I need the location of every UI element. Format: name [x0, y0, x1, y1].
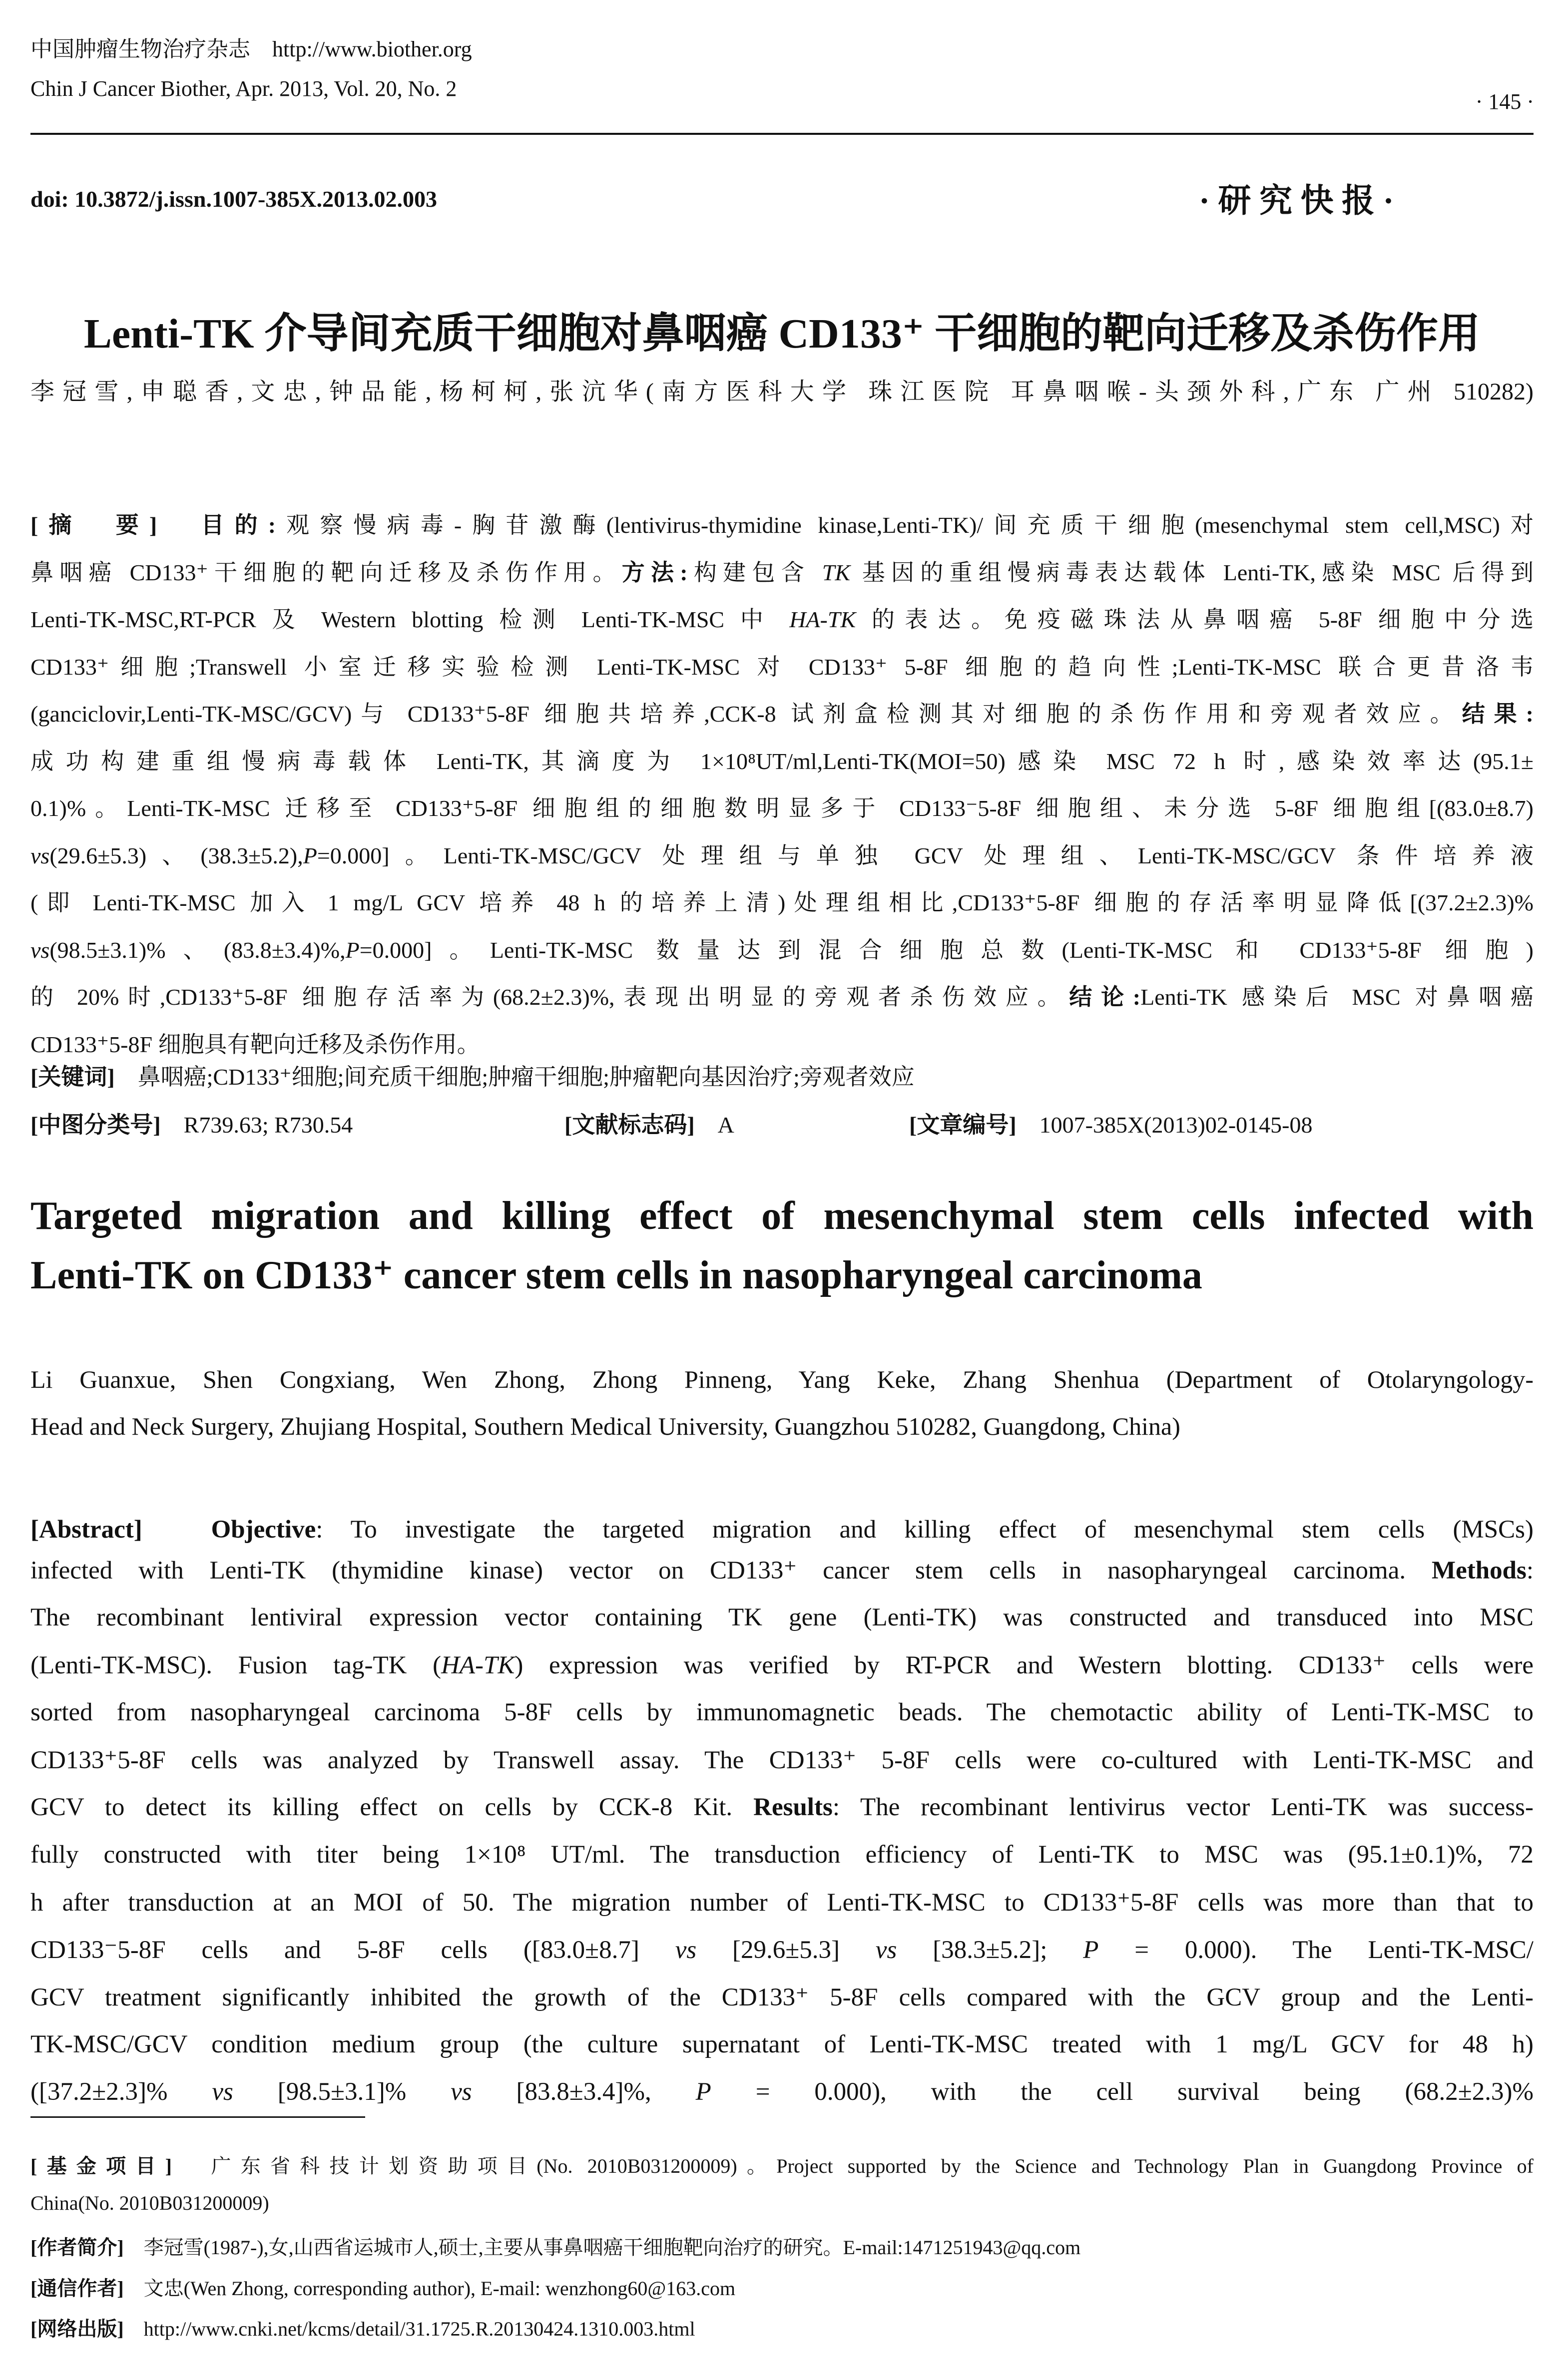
text-segment: GCV treatment significantly inhibited the growth of the CD133⁺ 5-8F cells compared with the GCV group and the Lenti- — [30, 1983, 1534, 2011]
text-segment: : The recombinant lentivirus vector Lenti-TK was success- — [832, 1793, 1534, 1821]
abstract-en-line — [30, 2077, 1534, 2106]
article-number-value: 1007-385X(2013)02-0145-08 — [1039, 1112, 1313, 1138]
text-segment: vs — [675, 1936, 697, 1964]
text-segment: Head and Neck Surgery, Zhujiang Hospital, Southern Medical University, Guangzhou 510282, Guangdong, China) — [30, 1412, 1180, 1440]
text-segment: 鼻咽癌 CD133⁺干细胞的靶向迁移及杀伤作用。 — [30, 559, 622, 585]
text-segment: CD133⁺细胞;Transwell 小室迁移实验检测 Lenti-TK-MSC 对 CD133⁺ 5-8F 细胞的趋向性;Lenti-TK-MSC 联合更昔洛韦 — [30, 654, 1534, 680]
abstract-en-line — [30, 1935, 1534, 1965]
text-segment: = 0.000), with the cell survival being (68.2±2.3)% — [711, 2078, 1534, 2106]
text-segment: vs — [212, 2078, 233, 2106]
abstract-en-line — [30, 1556, 1534, 1585]
keywords-label: [关键词] — [30, 1064, 115, 1090]
text-segment: (即 Lenti-TK-MSC 加入 1 mg/L GCV 培养 48 h 的培养上清)处理组相比,CD133⁺5-8F 细胞的存活率明显降低[(37.2±2.3)% — [30, 890, 1534, 915]
footnotes-line — [30, 2150, 1534, 2179]
text-segment: =0.000]。Lenti-TK-MSC/GCV 处理组与单独 GCV 处理组、Lenti-TK-MSC/GCV 条件培养液 — [317, 842, 1534, 868]
text-segment: Li Guanxue, Shen Congxiang, Wen Zhong, Zhong Pinneng, Yang Keke, Zhang Shenhua (Department of Otolaryngology- — [30, 1365, 1534, 1393]
text-segment: =0.000]。Lenti-TK-MSC 数量达到混合细胞总数(Lenti-TK-MSC 和 CD133⁺5-8F 细胞) — [359, 937, 1534, 963]
text-segment: 基因的重组慢病毒表达载体 Lenti-TK,感染 MSC 后得到 — [850, 559, 1534, 585]
section-label: [摘 要] — [30, 512, 201, 538]
text-segment: = 0.000). The Lenti-TK-MSC/ — [1098, 1936, 1534, 1964]
text-segment: 观察慢病毒-胸苷激酶(lentivirus-thymidine kinase,Lenti-TK)/间充质干细胞(mesenchymal stem cell,MSC)对 — [276, 512, 1534, 538]
abstract-cn-line — [30, 649, 1534, 682]
text-segment: [98.5±3.1]% — [233, 2078, 451, 2106]
clc-label: [中图分类号] — [30, 1112, 161, 1138]
text-segment: vs — [875, 1936, 897, 1964]
text-segment: China(No. 2010B031200009) — [30, 2191, 269, 2214]
section-label: 方法: — [621, 559, 688, 585]
abstract-cn-line — [30, 837, 1534, 870]
abstract-en-line — [30, 1888, 1534, 1917]
text-segment: 的 20%时,CD133⁺5-8F 细胞存活率为(68.2±2.3)%,表现出明显的旁观者杀伤效应。 — [30, 984, 1069, 1010]
footnotes-line — [30, 2273, 1534, 2301]
footnotes-line — [30, 2313, 1534, 2342]
abstract-cn-line — [30, 1026, 1534, 1059]
doc-code-value: A — [717, 1112, 734, 1138]
title-en-line-1: Targeted migration and killing effect of mesenchymal stem cells infected with — [30, 1194, 1534, 1238]
document-code — [564, 1107, 734, 1140]
text-segment: P — [303, 842, 317, 868]
abstract-en-line — [30, 1603, 1534, 1632]
abstract-en-line — [30, 1745, 1534, 1775]
article-number — [909, 1107, 1312, 1140]
text-segment: sorted from nasopharyngeal carcinoma 5-8F cells by immunomagnetic beads. The chemotactic ability of Lenti-TK-MSC to — [30, 1698, 1534, 1726]
authors-en-line — [30, 1412, 1534, 1441]
text-segment: P — [1083, 1936, 1099, 1964]
abstract-cn-line — [30, 507, 1534, 540]
text-segment: (98.5±3.1)%、(83.8±3.4)%, — [49, 937, 346, 963]
doi: doi: 10.3872/j.issn.1007-385X.2013.02.003 — [30, 186, 437, 212]
text-segment: P — [695, 2078, 711, 2106]
text-segment: h after transduction at an MOI of 50. The migration number of Lenti-TK-MSC to CD133⁺5-8F cells was more than that to — [30, 1889, 1534, 1917]
text-segment: 李冠雪(1987-),女,山西省运城市人,硕士,主要从事鼻咽癌干细胞靶向治疗的研究。E-mail:1471251943@qq.com — [143, 2236, 1081, 2259]
text-segment: CD133⁻5-8F cells and 5-8F cells ([83.0±8.7] — [30, 1936, 675, 1964]
text-segment: ([37.2±2.3]% — [30, 2078, 212, 2106]
abstract-cn-line — [30, 601, 1534, 634]
abstract-cn-line — [30, 932, 1534, 965]
text-segment: TK-MSC/GCV condition medium group (the culture supernatant of Lenti-TK-MSC treated with 1 mg/L GCV for 48 h) — [30, 2030, 1534, 2058]
authors-cn: 李冠雪,申聪香,文忠,钟品能,杨柯柯,张沆华(南方医科大学 珠江医院 耳鼻咽喉-头颈外科,广东 广州 510282) — [30, 379, 1534, 405]
footnotes-line — [30, 2232, 1534, 2260]
abstract-en-line — [30, 1508, 1534, 1545]
text-segment: ) expression was verified by RT-PCR and Western blotting. CD133⁺ cells were — [515, 1651, 1534, 1679]
clc-number — [30, 1107, 353, 1140]
text-segment: http://www.cnki.net/kcms/detail/31.1725.R.20130424.1310.003.html — [143, 2318, 695, 2340]
text-segment: [29.6±5.3] — [696, 1936, 876, 1964]
section-label: Results — [753, 1793, 833, 1821]
section-label: [Abstract] — [30, 1516, 142, 1544]
keywords — [30, 1059, 915, 1092]
abstract-cn-line — [30, 696, 1534, 729]
text-segment: (ganciclovir,Lenti-TK-MSC/GCV)与 CD133⁺5-8F 细胞共培养,CCK-8 试剂盒检测其对细胞的杀伤作用和旁观者效应。 — [30, 701, 1462, 727]
footnotes-line — [30, 2191, 1534, 2215]
abstract-en-line — [30, 1793, 1534, 1822]
abstract-cn-line — [30, 979, 1534, 1012]
abstract-cn-line — [30, 743, 1534, 776]
text-segment: P — [345, 937, 360, 963]
text-segment: [38.3±5.2]; — [897, 1936, 1083, 1964]
column-label: · 研 究 快 报 · — [1199, 183, 1394, 219]
section-label: [网络出版] — [30, 2318, 144, 2340]
abstract-en-line — [30, 1840, 1534, 1869]
header-rule — [30, 133, 1534, 135]
text-segment: HA-TK — [441, 1651, 515, 1679]
text-segment: TK — [822, 559, 850, 585]
section-label: Methods — [1431, 1557, 1527, 1585]
text-segment: vs — [30, 842, 50, 868]
text-segment: 成功构建重组慢病毒载体 Lenti-TK,其滴度为 1×10⁸UT/ml,Lenti-TK(MOI=50)感染 MSC 72 h 时,感染效率达(95.1± — [30, 748, 1534, 774]
section-label: 目的: — [201, 512, 276, 538]
authors-en-line — [30, 1365, 1534, 1394]
text-segment: vs — [451, 2078, 472, 2106]
abstract-cn-line — [30, 554, 1534, 587]
abstract-en-line — [30, 2030, 1534, 2059]
section-label: Objective — [211, 1516, 316, 1544]
title-cn: Lenti-TK 介导间充质干细胞对鼻咽癌 CD133⁺ 干细胞的靶向迁移及杀伤作用 — [83, 311, 1481, 357]
text-segment: GCV to detect its killing effect on cells by CCK-8 Kit. — [30, 1793, 754, 1821]
text-segment: 文忠(Wen Zhong, corresponding author), E-mail: wenzhong60@163.com — [143, 2277, 736, 2300]
text-segment: infected with Lenti-TK (thymidine kinase) vector on CD133⁺ cancer stem cells in nasopharyngeal carcinoma. — [30, 1557, 1432, 1585]
text-segment: CD133⁺5-8F 细胞具有靶向迁移及杀伤作用。 — [30, 1031, 480, 1057]
text-segment — [142, 1516, 211, 1544]
abstract-cn-line — [30, 884, 1534, 917]
clc-value: R739.63; R730.54 — [183, 1112, 353, 1138]
section-label: [作者简介] — [30, 2236, 144, 2259]
section-label: [基金项目] — [30, 2155, 211, 2177]
journal-citation-en: Chin J Cancer Biother, Apr. 2013, Vol. 20, No. 2 — [30, 76, 457, 101]
text-segment: Lenti-TK 感染后 MSC 对鼻咽癌 — [1140, 984, 1534, 1010]
title-en-line-2: Lenti-TK on CD133⁺ cancer stem cells in nasopharyngeal carcinoma — [30, 1253, 1202, 1297]
section-label: [通信作者] — [30, 2277, 144, 2300]
text-segment: HA-TK — [789, 607, 856, 632]
text-segment: (Lenti-TK-MSC). Fusion tag-TK ( — [30, 1651, 442, 1679]
text-segment: Lenti-TK-MSC,RT-PCR 及 Western blotting 检测 Lenti-TK-MSC 中 — [30, 607, 790, 632]
text-segment: CD133⁺5-8F cells was analyzed by Transwell assay. The CD133⁺ 5-8F cells were co-cultured with Lenti-TK-MSC and — [30, 1746, 1534, 1774]
text-segment: 的表达。免疫磁珠法从鼻咽癌 5-8F 细胞中分选 — [856, 607, 1534, 632]
text-segment: (29.6±5.3)、(38.3±5.2), — [49, 842, 303, 868]
text-segment: fully constructed with titer being 1×10⁸ UT/ml. The transduction efficiency of Lenti-TK to MSC was (95.1±0.1)%, 72 — [30, 1841, 1534, 1869]
section-label: 结果: — [1462, 701, 1534, 727]
page-number: · 145 · — [1475, 89, 1534, 114]
abstract-en-line — [30, 1650, 1534, 1680]
text-segment: 广东省科技计划资助项目(No. 2010B031200009)。Project supported by the Science and Technology Plan in Guangdong Province of — [211, 2155, 1534, 2177]
text-segment: : To investigate the targeted migration and killing effect of mesenchymal stem cells (MSCs) — [316, 1516, 1534, 1544]
text-segment: : — [1526, 1557, 1534, 1585]
abstract-cn-line — [30, 790, 1534, 823]
abstract-en-line — [30, 1983, 1534, 2012]
section-label: 结论: — [1069, 984, 1141, 1010]
abstract-en-line — [30, 1698, 1534, 1727]
keywords-value: 鼻咽癌;CD133⁺细胞;间充质干细胞;肿瘤干细胞;肿瘤靶向基因治疗;旁观者效应 — [137, 1064, 915, 1090]
text-segment: The recombinant lentiviral expression vector containing TK gene (Lenti-TK) was constructed and transduced into MSC — [30, 1603, 1534, 1631]
footnote-rule — [30, 2116, 365, 2118]
doc-code-label: [文献标志码] — [564, 1112, 695, 1138]
journal-name-cn: 中国肿瘤生物治疗杂志 http://www.biother.org — [30, 37, 472, 61]
text-segment: 0.1)%。Lenti-TK-MSC 迁移至 CD133⁺5-8F 细胞组的细胞数明显多于 CD133⁻5-8F 细胞组、未分选 5-8F 细胞组[(83.0±8.7) — [30, 795, 1534, 821]
article-number-label: [文章编号] — [909, 1112, 1017, 1138]
text-segment: [83.8±3.4]%, — [472, 2078, 696, 2106]
text-segment: vs — [30, 937, 50, 963]
text-segment: 构建包含 — [687, 559, 822, 585]
